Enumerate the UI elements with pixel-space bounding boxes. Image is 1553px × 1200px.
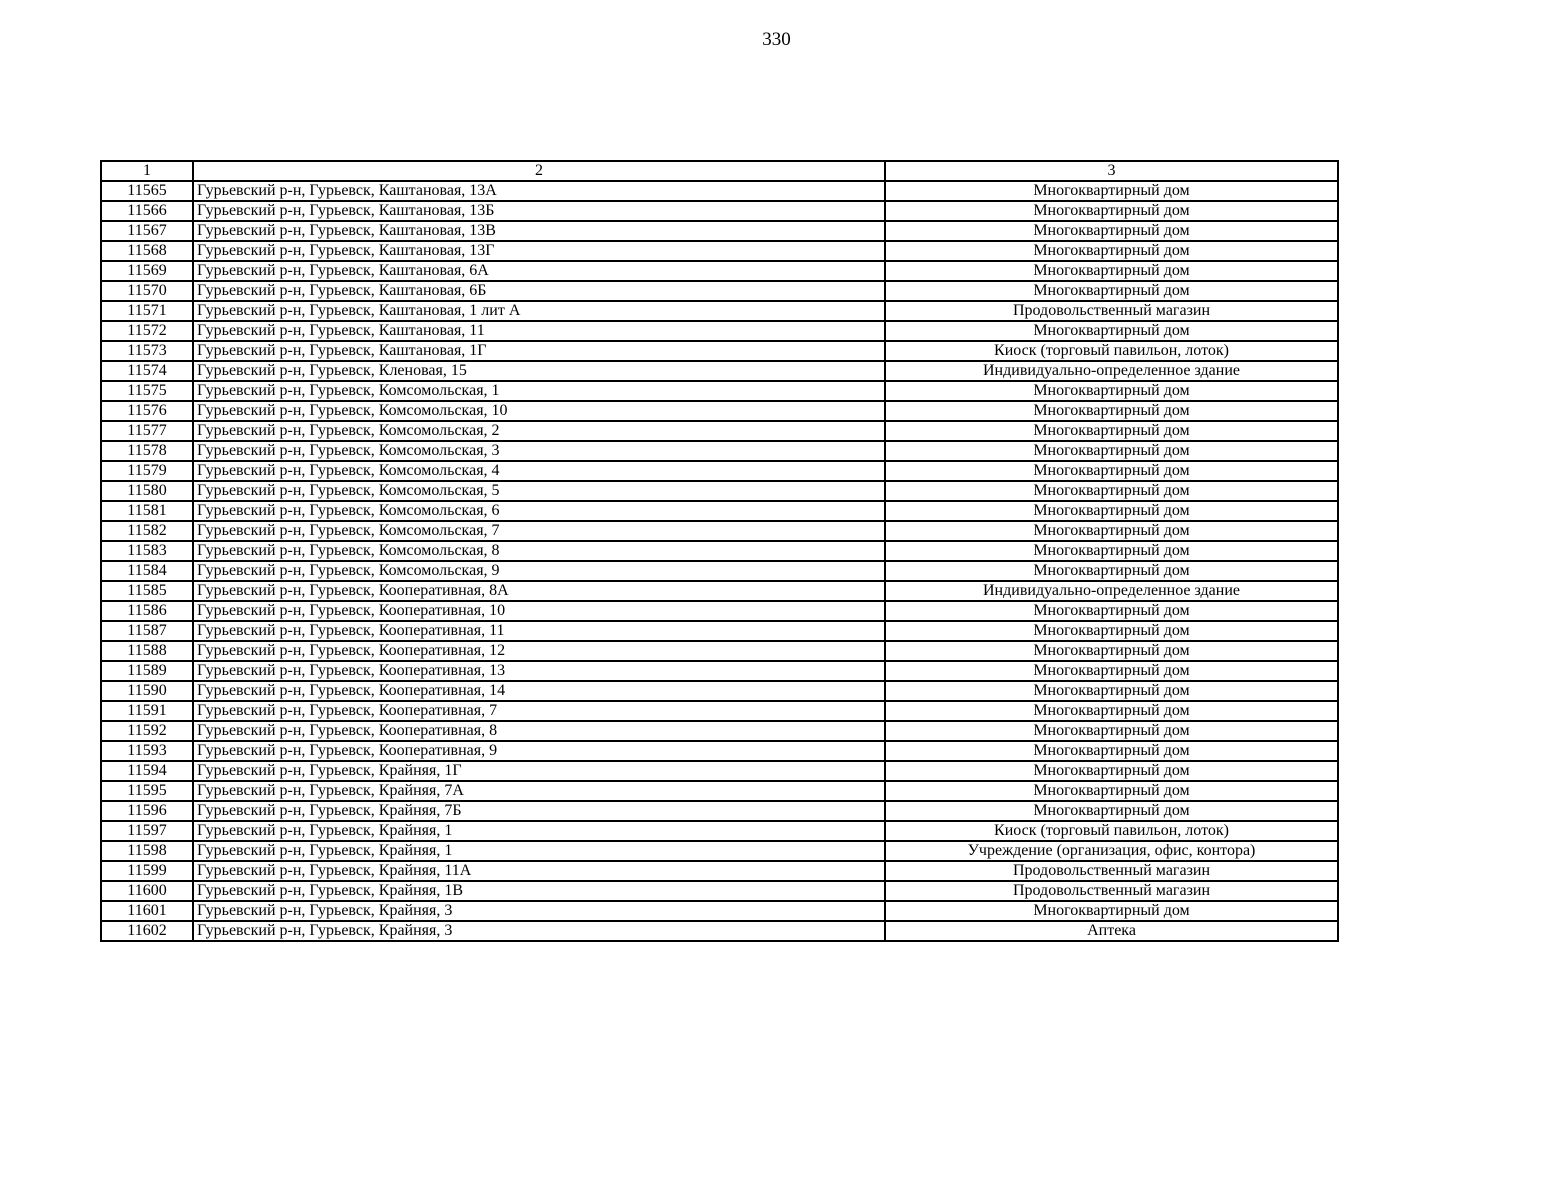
address-cell: Гурьевский р-н, Гурьевск, Комсомольская, 6 <box>193 501 885 521</box>
record-number-cell: 11592 <box>101 721 193 741</box>
building-type-cell: Многоквартирный дом <box>885 281 1338 301</box>
building-type-cell: Киоск (торговый павильон, лоток) <box>885 821 1338 841</box>
building-type-cell: Многоквартирный дом <box>885 441 1338 461</box>
table-row <box>101 321 1338 341</box>
record-number-cell: 11582 <box>101 521 193 541</box>
address-cell: Гурьевский р-н, Гурьевск, Комсомольская, 5 <box>193 481 885 501</box>
record-number-cell: 11580 <box>101 481 193 501</box>
building-type-cell: Многоквартирный дом <box>885 421 1338 441</box>
record-number-cell: 11573 <box>101 341 193 361</box>
record-number-cell: 11568 <box>101 241 193 261</box>
address-cell: Гурьевский р-н, Гурьевск, Каштановая, 1 лит А <box>193 301 885 321</box>
record-number-cell: 11571 <box>101 301 193 321</box>
building-type-cell: Аптека <box>885 921 1338 941</box>
table-row <box>101 281 1338 301</box>
table-row <box>101 581 1338 601</box>
building-type-cell: Многоквартирный дом <box>885 701 1338 721</box>
address-cell: Гурьевский р-н, Гурьевск, Каштановая, 13Б <box>193 201 885 221</box>
record-number-cell: 11594 <box>101 761 193 781</box>
table-row <box>101 461 1338 481</box>
record-number-cell: 11589 <box>101 661 193 681</box>
record-number-cell: 11574 <box>101 361 193 381</box>
record-number-cell: 11585 <box>101 581 193 601</box>
address-cell: Гурьевский р-н, Гурьевск, Крайняя, 7А <box>193 781 885 801</box>
building-type-cell: Индивидуально-определенное здание <box>885 581 1338 601</box>
building-type-cell: Многоквартирный дом <box>885 601 1338 621</box>
building-type-cell: Многоквартирный дом <box>885 741 1338 761</box>
record-number-cell: 11566 <box>101 201 193 221</box>
address-cell: Гурьевский р-н, Гурьевск, Крайняя, 7Б <box>193 801 885 821</box>
address-cell: Гурьевский р-н, Гурьевск, Кооперативная, 8А <box>193 581 885 601</box>
building-type-cell: Многоквартирный дом <box>885 401 1338 421</box>
table-row <box>101 421 1338 441</box>
building-type-cell: Многоквартирный дом <box>885 561 1338 581</box>
address-cell: Гурьевский р-н, Гурьевск, Комсомольская, 1 <box>193 381 885 401</box>
table-row <box>101 841 1338 861</box>
address-cell: Гурьевский р-н, Гурьевск, Кленовая, 15 <box>193 361 885 381</box>
building-type-cell: Многоквартирный дом <box>885 181 1338 201</box>
record-number-cell: 11570 <box>101 281 193 301</box>
record-number-cell: 11590 <box>101 681 193 701</box>
building-type-cell: Многоквартирный дом <box>885 801 1338 821</box>
record-number-cell: 11581 <box>101 501 193 521</box>
address-cell: Гурьевский р-н, Гурьевск, Кооперативная, 12 <box>193 641 885 661</box>
table-row <box>101 221 1338 241</box>
address-cell: Гурьевский р-н, Гурьевск, Комсомольская, 8 <box>193 541 885 561</box>
address-cell: Гурьевский р-н, Гурьевск, Крайняя, 1В <box>193 881 885 901</box>
table-row <box>101 601 1338 621</box>
building-type-cell: Многоквартирный дом <box>885 521 1338 541</box>
table-row <box>101 881 1338 901</box>
address-cell: Гурьевский р-н, Гурьевск, Кооперативная, 14 <box>193 681 885 701</box>
table-row <box>101 741 1338 761</box>
column-header-1: 1 <box>101 161 193 181</box>
table-body <box>101 161 1338 941</box>
table-row <box>101 661 1338 681</box>
record-number-cell: 11599 <box>101 861 193 881</box>
record-number-cell: 11575 <box>101 381 193 401</box>
table-row <box>101 521 1338 541</box>
building-type-cell: Многоквартирный дом <box>885 201 1338 221</box>
table-row <box>101 541 1338 561</box>
record-number-cell: 11583 <box>101 541 193 561</box>
building-type-cell: Индивидуально-определенное здание <box>885 361 1338 381</box>
record-number-cell: 11569 <box>101 261 193 281</box>
address-cell: Гурьевский р-н, Гурьевск, Кооперативная, 9 <box>193 741 885 761</box>
address-cell: Гурьевский р-н, Гурьевск, Комсомольская, 3 <box>193 441 885 461</box>
table-row <box>101 821 1338 841</box>
address-cell: Гурьевский р-н, Гурьевск, Каштановая, 13Г <box>193 241 885 261</box>
column-header-3: 3 <box>885 161 1338 181</box>
register-table <box>100 160 1339 942</box>
building-type-cell: Многоквартирный дом <box>885 621 1338 641</box>
building-type-cell: Многоквартирный дом <box>885 381 1338 401</box>
address-cell: Гурьевский р-н, Гурьевск, Каштановая, 13В <box>193 221 885 241</box>
building-type-cell: Многоквартирный дом <box>885 761 1338 781</box>
record-number-cell: 11600 <box>101 881 193 901</box>
record-number-cell: 11572 <box>101 321 193 341</box>
table-row <box>101 301 1338 321</box>
building-type-cell: Учреждение (организация, офис, контора) <box>885 841 1338 861</box>
record-number-cell: 11578 <box>101 441 193 461</box>
building-type-cell: Продовольственный магазин <box>885 861 1338 881</box>
address-cell: Гурьевский р-н, Гурьевск, Каштановая, 13А <box>193 181 885 201</box>
record-number-cell: 11565 <box>101 181 193 201</box>
address-cell: Гурьевский р-н, Гурьевск, Комсомольская, 7 <box>193 521 885 541</box>
column-header-2: 2 <box>193 161 885 181</box>
building-type-cell: Многоквартирный дом <box>885 241 1338 261</box>
table-row <box>101 501 1338 521</box>
record-number-cell: 11596 <box>101 801 193 821</box>
table-row <box>101 641 1338 661</box>
address-cell: Гурьевский р-н, Гурьевск, Крайняя, 3 <box>193 921 885 941</box>
record-number-cell: 11598 <box>101 841 193 861</box>
address-cell: Гурьевский р-н, Гурьевск, Комсомольская, 4 <box>193 461 885 481</box>
table-row <box>101 901 1338 921</box>
address-cell: Гурьевский р-н, Гурьевск, Каштановая, 6Б <box>193 281 885 301</box>
record-number-cell: 11587 <box>101 621 193 641</box>
table-row <box>101 681 1338 701</box>
address-cell: Гурьевский р-н, Гурьевск, Крайняя, 3 <box>193 901 885 921</box>
building-type-cell: Многоквартирный дом <box>885 541 1338 561</box>
building-type-cell: Многоквартирный дом <box>885 721 1338 741</box>
table-row <box>101 561 1338 581</box>
record-number-cell: 11595 <box>101 781 193 801</box>
table-row <box>101 621 1338 641</box>
table-row <box>101 181 1338 201</box>
address-cell: Гурьевский р-н, Гурьевск, Крайняя, 11А <box>193 861 885 881</box>
record-number-cell: 11584 <box>101 561 193 581</box>
table-row <box>101 801 1338 821</box>
address-cell: Гурьевский р-н, Гурьевск, Комсомольская, 9 <box>193 561 885 581</box>
table-row <box>101 341 1338 361</box>
building-type-cell: Продовольственный магазин <box>885 301 1338 321</box>
record-number-cell: 11588 <box>101 641 193 661</box>
table-row <box>101 761 1338 781</box>
address-cell: Гурьевский р-н, Гурьевск, Комсомольская, 10 <box>193 401 885 421</box>
address-cell: Гурьевский р-н, Гурьевск, Кооперативная, 13 <box>193 661 885 681</box>
table-row <box>101 241 1338 261</box>
record-number-cell: 11577 <box>101 421 193 441</box>
record-number-cell: 11601 <box>101 901 193 921</box>
address-cell: Гурьевский р-н, Гурьевск, Крайняя, 1 <box>193 841 885 861</box>
table-row <box>101 481 1338 501</box>
building-type-cell: Многоквартирный дом <box>885 661 1338 681</box>
table-row <box>101 701 1338 721</box>
record-number-cell: 11586 <box>101 601 193 621</box>
table-header-row <box>101 161 1338 181</box>
address-cell: Гурьевский р-н, Гурьевск, Крайняя, 1 <box>193 821 885 841</box>
address-cell: Гурьевский р-н, Гурьевск, Каштановая, 1Г <box>193 341 885 361</box>
building-type-cell: Многоквартирный дом <box>885 481 1338 501</box>
record-number-cell: 11597 <box>101 821 193 841</box>
address-cell: Гурьевский р-н, Гурьевск, Кооперативная, 7 <box>193 701 885 721</box>
table-row <box>101 721 1338 741</box>
address-cell: Гурьевский р-н, Гурьевск, Каштановая, 11 <box>193 321 885 341</box>
record-number-cell: 11591 <box>101 701 193 721</box>
building-type-cell: Многоквартирный дом <box>885 681 1338 701</box>
record-number-cell: 11593 <box>101 741 193 761</box>
table-row <box>101 361 1338 381</box>
address-cell: Гурьевский р-н, Гурьевск, Кооперативная, 8 <box>193 721 885 741</box>
building-type-cell: Многоквартирный дом <box>885 261 1338 281</box>
table-row <box>101 921 1338 941</box>
building-type-cell: Продовольственный магазин <box>885 881 1338 901</box>
building-type-cell: Многоквартирный дом <box>885 221 1338 241</box>
table-row <box>101 861 1338 881</box>
address-cell: Гурьевский р-н, Гурьевск, Кооперативная, 11 <box>193 621 885 641</box>
record-number-cell: 11602 <box>101 921 193 941</box>
building-type-cell: Многоквартирный дом <box>885 781 1338 801</box>
table-row <box>101 441 1338 461</box>
address-cell: Гурьевский р-н, Гурьевск, Крайняя, 1Г <box>193 761 885 781</box>
table-row <box>101 781 1338 801</box>
record-number-cell: 11576 <box>101 401 193 421</box>
building-type-cell: Киоск (торговый павильон, лоток) <box>885 341 1338 361</box>
record-number-cell: 11567 <box>101 221 193 241</box>
table-row <box>101 381 1338 401</box>
table-row <box>101 261 1338 281</box>
building-type-cell: Многоквартирный дом <box>885 461 1338 481</box>
building-type-cell: Многоквартирный дом <box>885 641 1338 661</box>
address-cell: Гурьевский р-н, Гурьевск, Каштановая, 6А <box>193 261 885 281</box>
table-row <box>101 201 1338 221</box>
building-type-cell: Многоквартирный дом <box>885 501 1338 521</box>
address-cell: Гурьевский р-н, Гурьевск, Кооперативная, 10 <box>193 601 885 621</box>
page-number: 330 <box>762 29 791 50</box>
address-cell: Гурьевский р-н, Гурьевск, Комсомольская, 2 <box>193 421 885 441</box>
building-type-cell: Многоквартирный дом <box>885 901 1338 921</box>
table-row <box>101 401 1338 421</box>
building-type-cell: Многоквартирный дом <box>885 321 1338 341</box>
record-number-cell: 11579 <box>101 461 193 481</box>
